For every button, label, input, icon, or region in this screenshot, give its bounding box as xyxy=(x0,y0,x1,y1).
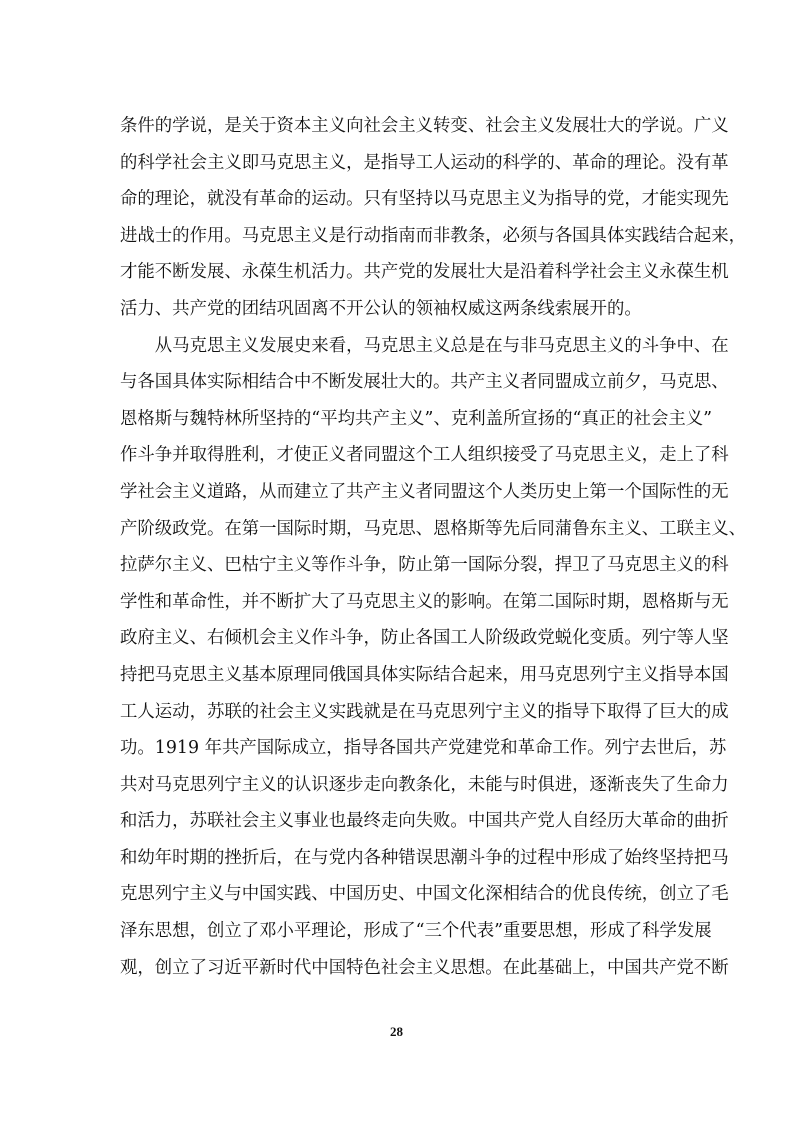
text-line: 泽东思想，创立了邓小平理论，形成了“三个代表”重要思想，形成了科学发展 xyxy=(120,921,712,942)
text-line: 命的理论，就没有革命的运动。只有坚持以马克思主义为指导的党，才能实现先 xyxy=(120,189,729,210)
text-line: 和活力，苏联社会主义事业也最终走向失败。中国共产党人自经历大革命的曲折 xyxy=(120,811,729,832)
text-line: 共对马克思列宁主义的认识逐步走向教条化，未能与时俱进，逐渐丧失了生命力 xyxy=(120,774,729,795)
text-line: 条件的学说，是关于资本主义向社会主义转变、社会主义发展壮大的学说。广义 xyxy=(120,116,729,136)
text-line: 从马克思主义发展史来看，马克思主义总是在与非马克思主义的斗争中、在 xyxy=(120,335,729,356)
text-line: 作斗争并取得胜利，才使正义者同盟这个工人组织接受了马克思主义，走上了科 xyxy=(120,445,729,466)
text-line: 政府主义、右倾机会主义作斗争，防止各国工人阶级政党蜕化变质。列宁等人坚 xyxy=(120,628,729,649)
text-line: 持把马克思主义基本原理同俄国具体实际结合起来，用马克思列宁主义指导本国 xyxy=(120,664,729,685)
text-line: 学社会主义道路，从而建立了共产主义者同盟这个人类历史上第一个国际性的无 xyxy=(120,481,729,502)
text-line: 观，创立了习近平新时代中国特色社会主义思想。在此基础上，中国共产党不断 xyxy=(120,957,729,978)
text-line: 和幼年时期的挫折后，在与党内各种错误思潮斗争的过程中形成了始终坚持把马 xyxy=(120,847,729,868)
page-number: 28 xyxy=(390,1024,403,1039)
text-line: 的科学社会主义即马克思主义，是指导工人运动的科学的、革命的理论。没有革 xyxy=(120,152,729,173)
text-line: 工人运动，苏联的社会主义实践就是在马克思列宁主义的指导下取得了巨大的成 xyxy=(120,701,729,722)
text-line: 恩格斯与魏特林所坚持的“平均共产主义”、克利盖所宣扬的“真正的社会主义” xyxy=(120,408,713,429)
text-line: 拉萨尔主义、巴枯宁主义等作斗争，防止第一国际分裂，捍卫了马克思主义的科 xyxy=(120,555,729,576)
text-line: 与各国具体实际相结合中不断发展壮大的。共产主义者同盟成立前夕，马克思、 xyxy=(120,372,729,393)
text-line: 才能不断发展、永葆生机活力。共产党的发展壮大是沿着科学社会主义永葆生机 xyxy=(120,262,729,283)
text-line: 功。1919 年共产国际成立，指导各国共产党建党和革命工作。列宁去世后，苏 xyxy=(120,738,727,759)
text-line: 活力、共产党的团结巩固离不开公认的领袖权威这两条线索展开的。 xyxy=(120,298,642,319)
text-line: 产阶级政党。在第一国际时期，马克思、恩格斯等先后同蒲鲁东主义、工联主义、 xyxy=(120,518,747,539)
text-line: 进战士的作用。马克思主义是行动指南而非教条，必须与各国具体实践结合起来， xyxy=(120,225,747,246)
text-line: 学性和革命性，并不断扩大了马克思主义的影响。在第二国际时期，恩格斯与无 xyxy=(120,591,729,612)
text-line: 克思列宁主义与中国实践、中国历史、中国文化深相结合的优良传统，创立了毛 xyxy=(120,884,729,905)
body-text xyxy=(120,108,747,986)
